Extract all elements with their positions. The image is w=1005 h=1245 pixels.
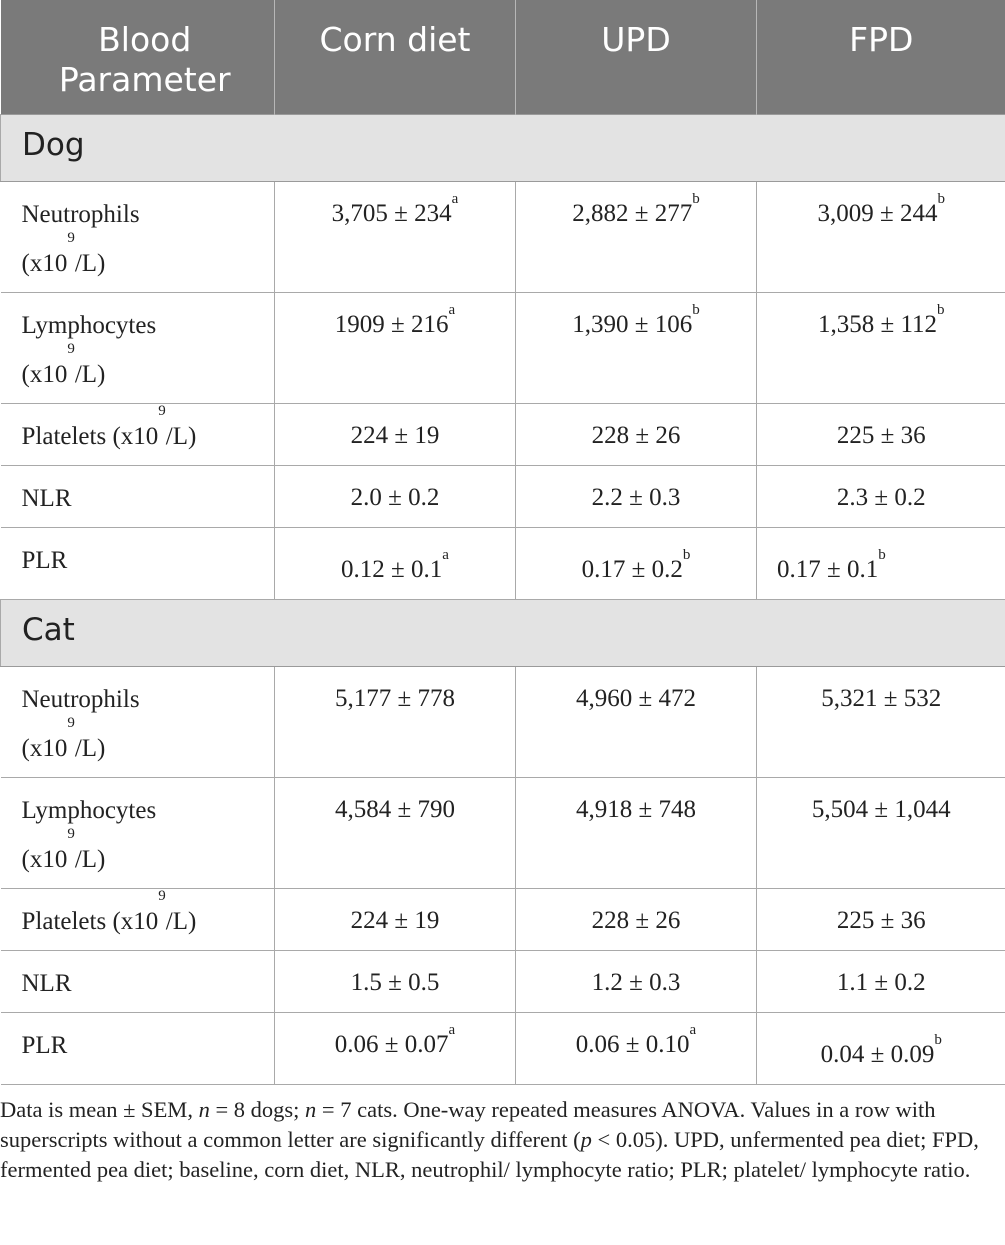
table-row xyxy=(1,465,1005,527)
cell-corn: 0.06 ± 0.07$^a$ xyxy=(275,1012,516,1084)
row-label: Platelets $(x10^9/L)$ xyxy=(1,403,275,465)
cell-upd: 1.2 ± 0.3 xyxy=(516,950,757,1012)
section-cat xyxy=(1,599,1005,666)
row-label: Neutrophils $(x10^9/L)$ xyxy=(1,181,275,292)
header-fpd: FPD xyxy=(757,0,1005,114)
table-row xyxy=(1,181,1005,292)
header-blood-parameter: Blood Parameter xyxy=(1,0,275,114)
cell-upd: $2,882 \pm 277^b$ xyxy=(516,181,757,292)
table-row xyxy=(1,292,1005,403)
cell-fpd: $3,009 \pm 244^b$ xyxy=(757,181,1005,292)
row-label: PLR xyxy=(1,1012,275,1084)
cell-fpd: 2.3 ± 0.2 xyxy=(757,465,1005,527)
cell-corn: 0.12 ± 0.1$^a$ xyxy=(275,527,516,599)
cell-upd: $1,390 \pm 106^b$ xyxy=(516,292,757,403)
cell-fpd: 225 ± 36 xyxy=(757,888,1005,950)
row-label: Platelets $(x10^9/L)$ xyxy=(1,888,275,950)
cell-corn: 224 ± 19 xyxy=(275,403,516,465)
cell-upd: 2.2 ± 0.3 xyxy=(516,465,757,527)
cell-fpd: 0.17 ± 0.1$^b$ xyxy=(757,527,1005,599)
table-row xyxy=(1,777,1005,888)
cell-corn: $1909 \pm 216^a$ xyxy=(275,292,516,403)
table-row xyxy=(1,527,1005,599)
row-label: NLR xyxy=(1,465,275,527)
table-row xyxy=(1,1012,1005,1084)
header-corn-diet: Corn diet xyxy=(275,0,516,114)
cell-corn: 4,584 ± 790 xyxy=(275,777,516,888)
cell-upd: 4,960 ± 472 xyxy=(516,666,757,777)
cell-corn: 2.0 ± 0.2 xyxy=(275,465,516,527)
section-title: Dog xyxy=(1,114,1005,181)
cell-upd: 228 ± 26 xyxy=(516,888,757,950)
table-row xyxy=(1,403,1005,465)
cell-fpd: 5,321 ± 532 xyxy=(757,666,1005,777)
row-label: NLR xyxy=(1,950,275,1012)
cell-fpd: 5,504 ± 1,044 xyxy=(757,777,1005,888)
cell-corn: 5,177 ± 778 xyxy=(275,666,516,777)
row-label: Lymphocytes $(x10^9/L)$ xyxy=(1,777,275,888)
cell-fpd: $1,358 \pm 112^b$ xyxy=(757,292,1005,403)
table-row xyxy=(1,666,1005,777)
table-row xyxy=(1,888,1005,950)
header-row xyxy=(1,0,1005,114)
row-label: PLR xyxy=(1,527,275,599)
cell-fpd: 225 ± 36 xyxy=(757,403,1005,465)
row-label: Lymphocytes $(x10^9/L)$ xyxy=(1,292,275,403)
cell-corn: $3,705 \pm 234^a$ xyxy=(275,181,516,292)
cell-upd: 0.06 ± 0.10$^a$ xyxy=(516,1012,757,1084)
table-footnote: Data is mean ± SEM, n = 8 dogs; n = 7 cats. One-way repeated measures ANOVA. Values in a row with superscripts without a common letter are significantly different (p < 0.05). UPD, unfermented pea diet; FPD, fermented pea diet; baseline, corn diet, NLR, neutrophil/ lymphocyte ratio; PLR; platelet/ lymphocyte ratio. xyxy=(0,1097,979,1182)
header-upd: UPD xyxy=(516,0,757,114)
cell-upd: 228 ± 26 xyxy=(516,403,757,465)
cell-corn: 1.5 ± 0.5 xyxy=(275,950,516,1012)
cell-upd: 0.17 ± 0.2$^b$ xyxy=(516,527,757,599)
row-label: Neutrophils $(x10^9/L)$ xyxy=(1,666,275,777)
cell-corn: 224 ± 19 xyxy=(275,888,516,950)
cell-fpd: 0.04 ± 0.09$^b$ xyxy=(757,1012,1005,1084)
section-dog xyxy=(1,114,1005,181)
cell-fpd: 1.1 ± 0.2 xyxy=(757,950,1005,1012)
cell-upd: 4,918 ± 748 xyxy=(516,777,757,888)
section-title: Cat xyxy=(1,599,1005,666)
table-row xyxy=(1,950,1005,1012)
